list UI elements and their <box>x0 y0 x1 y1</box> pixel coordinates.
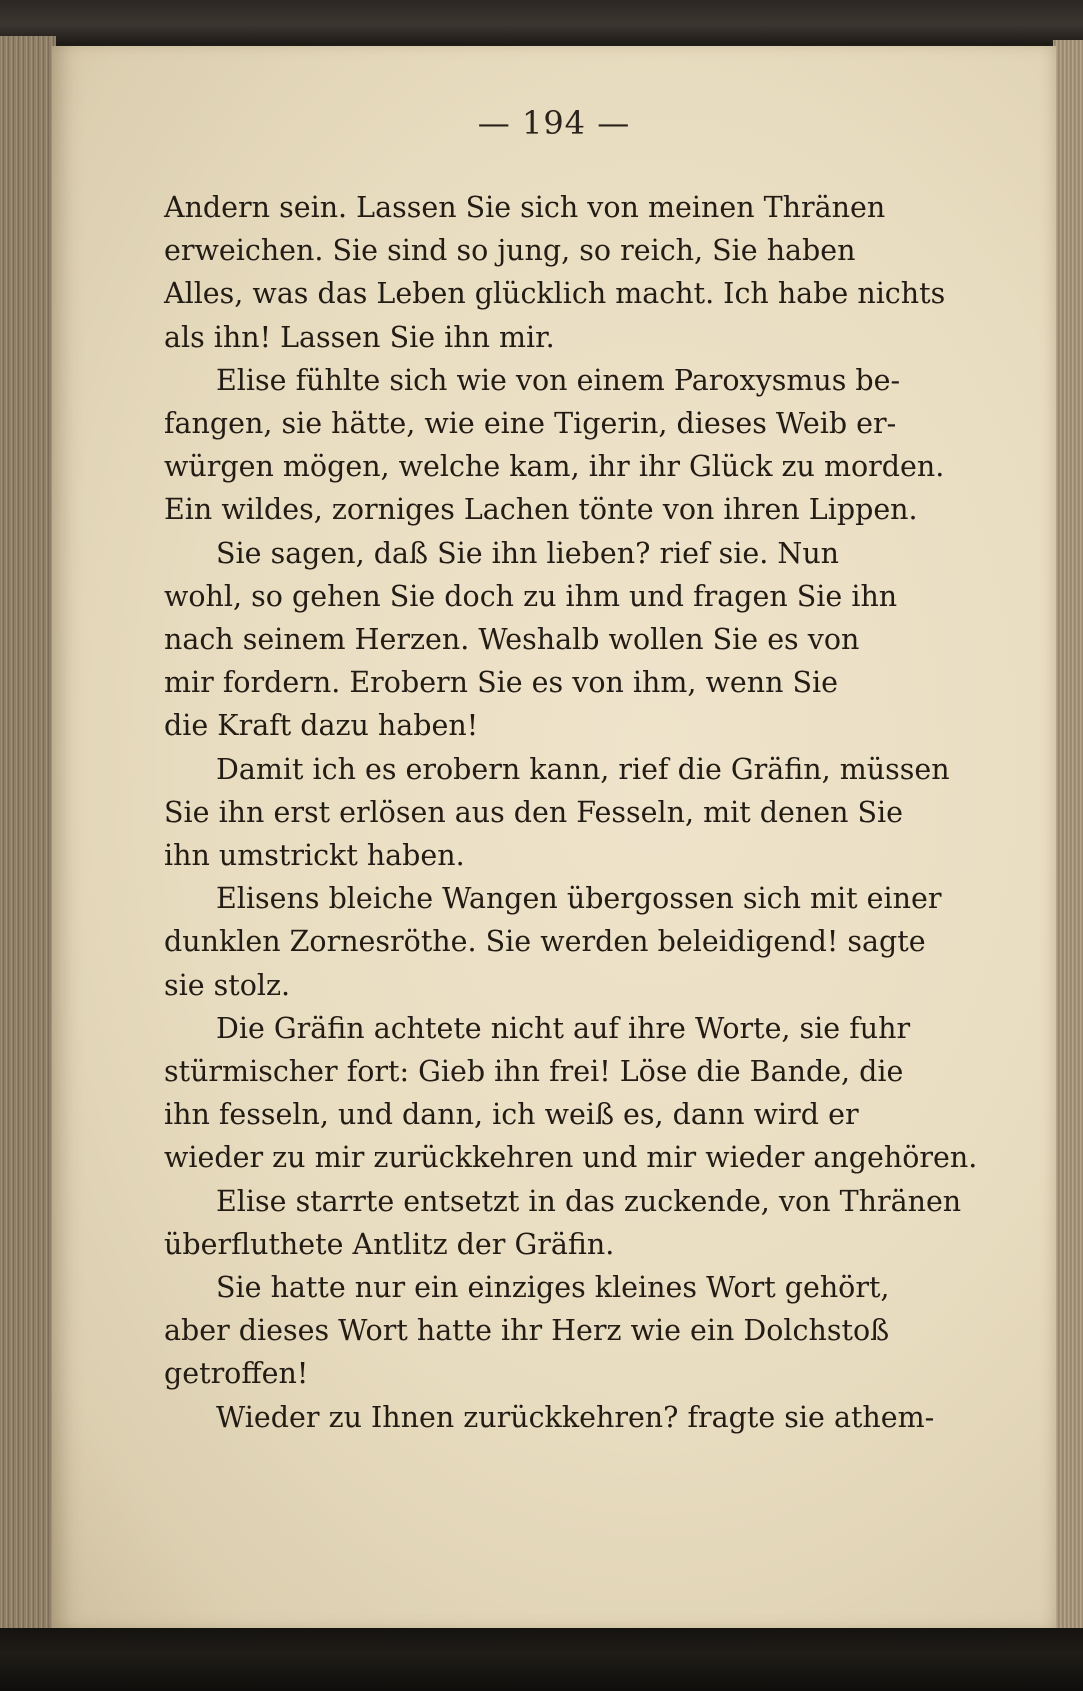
paragraph-4: Damit ich es erobern kann, rief die Gräfin, müssen Sie ihn erst erlösen aus den Fesseln, mit denen Sie ihn umstrickt haben. <box>164 752 950 873</box>
paragraph-6: Die Gräfin achtete nicht auf ihre Worte, sie fuhr stürmischer fort: Gieb ihn frei! Löse die Bande, die ihn fesseln, und dann, ich weiß es, dann wird er wieder zu mir zurückkehren und mir wieder angehören. <box>164 1011 978 1175</box>
paragraph-9: Wieder zu Ihnen zurückkehren? fragte sie athem- <box>216 1400 935 1434</box>
paragraph-2: Elise fühlte sich wie von einem Paroxysmus be- fangen, sie hätte, wie eine Tigerin, dieses Weib er- würgen mögen, welche kam, ihr ihr Glück zu morden. Ein wildes, zorniges Lachen tönte von ihren Lippen. <box>164 363 945 527</box>
page-edges-right <box>1053 40 1083 1630</box>
page-number: — 194 — <box>477 104 631 142</box>
body-text <box>164 186 1006 1439</box>
book-binding-bottom <box>0 1628 1083 1691</box>
page-edges-left <box>0 36 56 1636</box>
paragraph-8: Sie hatte nur ein einziges kleines Wort gehört, aber dieses Wort hatte ihr Herz wie ein Dolchstoß getroffen! <box>164 1271 890 1391</box>
paragraph-5: Elisens bleiche Wangen übergossen sich mit einer dunklen Zornesröthe. Sie werden beleidigend! sagte sie stolz. <box>164 882 942 1002</box>
paragraph-7: Elise starrte entsetzt in das zuckende, von Thränen überfluthete Antlitz der Gräfin. <box>164 1184 962 1261</box>
book-binding-top <box>0 0 1083 44</box>
book-page <box>52 46 1056 1628</box>
paragraph-1: Andern sein. Lassen Sie sich von meinen Thränen erweichen. Sie sind so jung, so reich, Sie haben Alles, was das Leben glücklich macht. Ich habe nichts als ihn! Lassen Sie ihn mir. <box>164 191 946 354</box>
paragraph-3: Sie sagen, daß Sie ihn lieben? rief sie. Nun wohl, so gehen Sie doch zu ihm und fragen Sie ihn nach seinem Herzen. Weshalb wollen Sie es von mir fordern. Erobern Sie es von ihm, wenn Sie die Kraft dazu haben! <box>164 536 898 743</box>
